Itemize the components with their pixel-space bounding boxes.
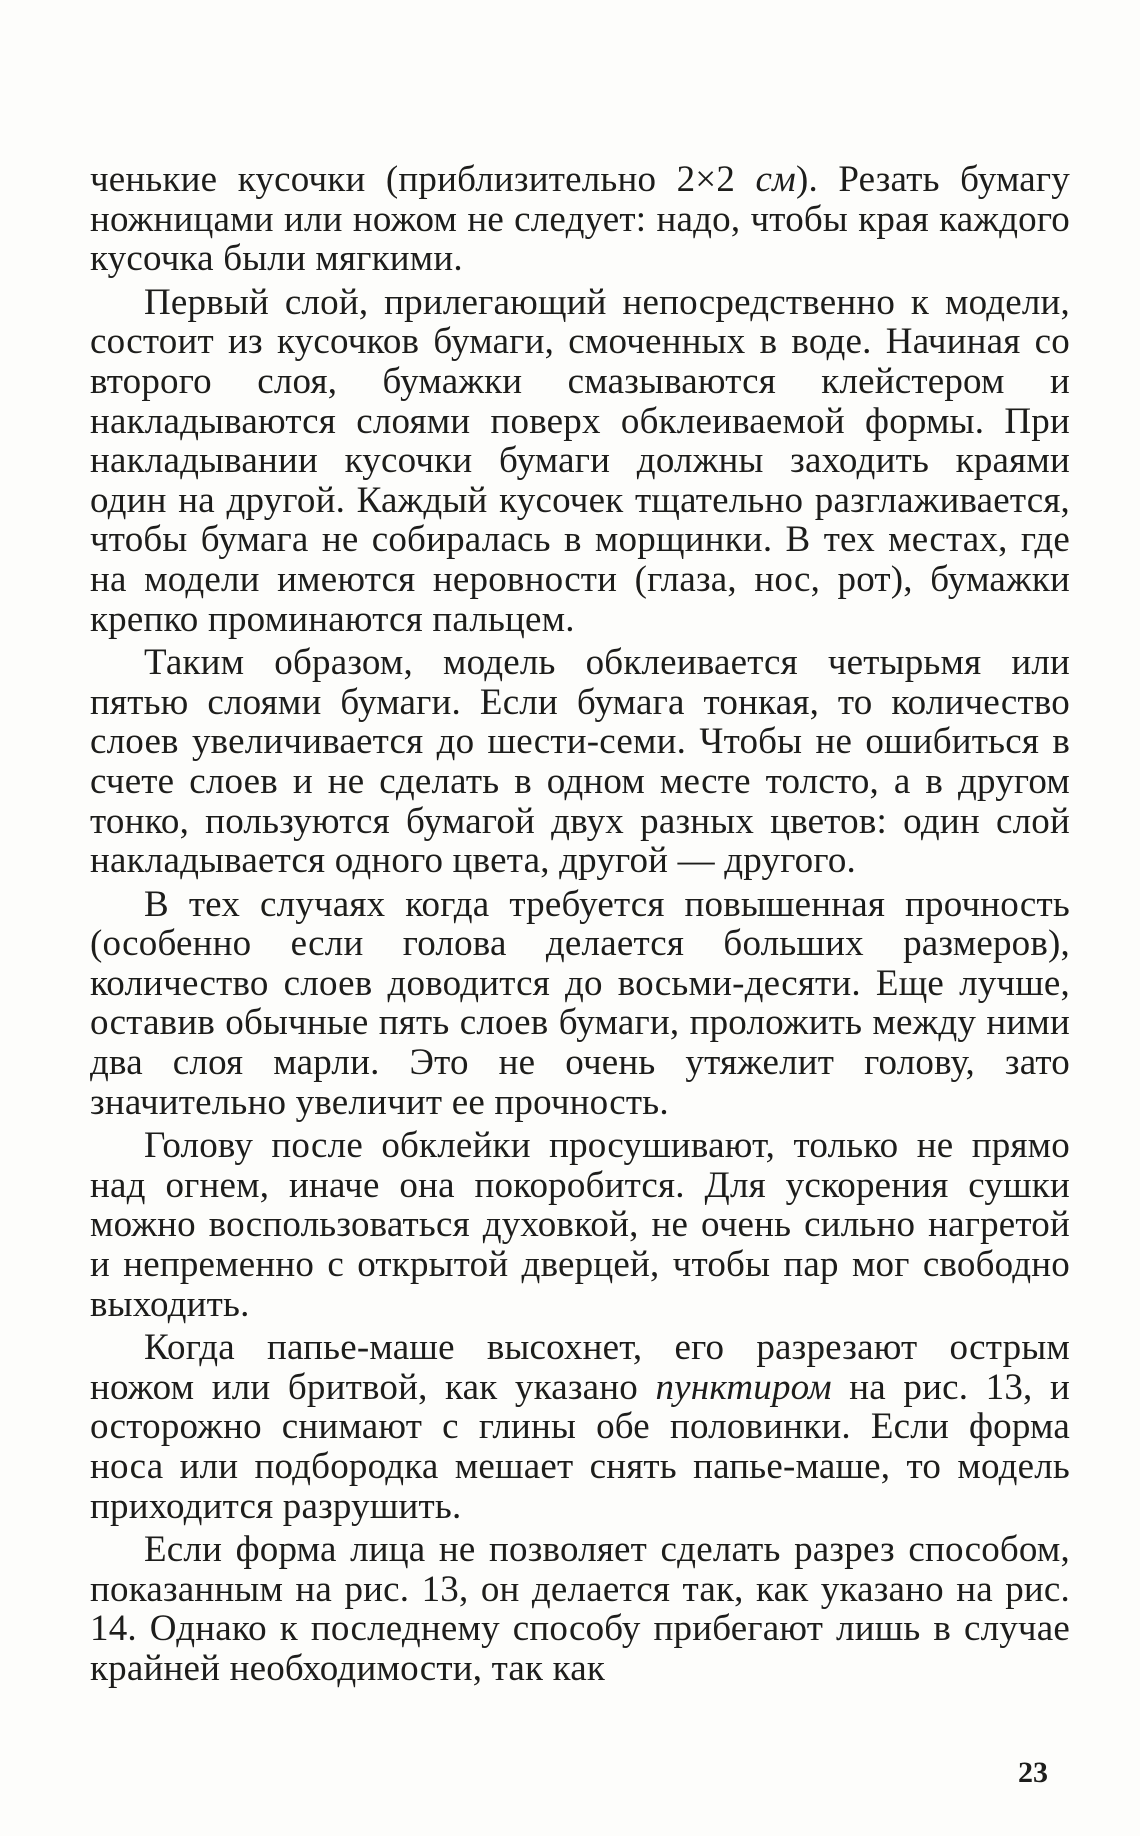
paragraph-alternative-cut: Если форма лица не позволяет сделать разрез способом, показанным на рис. 13, он делается так, как указано на рис. 14. Однако к последнему способу прибегают лишь в случае крайней необходимости, так как <box>90 1529 1070 1689</box>
paragraph-cutting <box>90 1328 1070 1526</box>
paragraph-drying: Голову после обклейки просушивают, только не прямо над огнем, иначе она покоробится. Для ускорения сушки можно воспользоваться духовкой, не очень сильно нагретой и непременно с открытой дверцей, чтобы пар мог свободно выходить. <box>90 1125 1070 1325</box>
page-number: 23 <box>1018 1756 1048 1789</box>
italic-unit: см <box>755 159 796 200</box>
paragraph-first-layer: Первый слой, прилегающий непосредственно к модели, состоит из кусочков бумаги, смоченных в воде. Начиная со второго слоя, бумажки смазываются клейстером и накладываются слоями поверх обклеиваемой формы. При накладывании кусочки бумаги должны заходить краями один на другой. Каждый кусочек тщательно разглаживается, чтобы бумага не собиралась в морщинки. В тех местах, где на модели имеются неровности (глаза, нос, рот), бумажки крепко проминаются пальцем. <box>90 281 1070 640</box>
text-run: ). Резать бумагу ножницами или ножом не следует: надо, чтобы края каждого кусочка были мягкими. <box>90 159 1070 280</box>
italic-term: пунктиром <box>655 1366 832 1408</box>
paragraph-strength: В тех случаях когда требуется повышенная прочность (особенно если голова делается больших размеров), количество слоев доводится до восьми-десяти. Еще лучше, оставив обычные пять слоев бумаги, проложить между ними два слоя марли. Это не очень утяжелит голову, зато значительно увеличит ее прочность. <box>90 883 1070 1123</box>
text-run: ченькие кусочки (приблизительно 2×2 <box>90 159 756 200</box>
body-text <box>90 160 1070 1689</box>
paragraph-continuation <box>90 160 1070 279</box>
text-run: на рис. 13, и осторожно снимают с глины обе половинки. Если форма носа или подбородка мешает снять папье-маше, то модель приходится разрушить. <box>90 1366 1070 1527</box>
paragraph-layer-count: Таким образом, модель обклеивается четырьмя или пятью слоями бумаги. Если бумага тонкая, то количество слоев увеличивается до шести-семи. Чтобы не ошибиться в счете слоев и не сделать в одном месте толсто, а в другом тонко, пользуются бумагой двух разных цветов: один слой накладывается одного цвета, другой — другого. <box>90 642 1070 882</box>
text-run: Когда папье-маше высохнет, его разрезают острым ножом или бритвой, как указано <box>90 1327 1070 1408</box>
